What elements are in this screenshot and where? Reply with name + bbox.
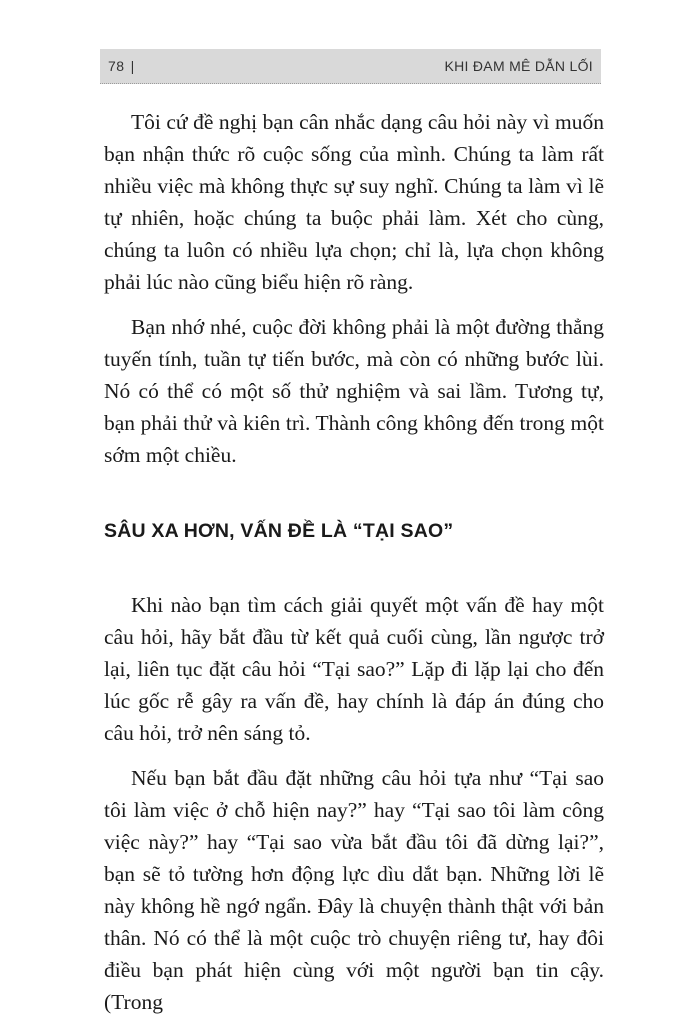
page-number	[108, 58, 135, 74]
paragraph: Bạn nhớ nhé, cuộc đời không phải là một đường thẳng tuyến tính, tuần tự tiến bước, mà còn có những bước lùi. Nó có thể có một số thử nghiệm và sai lầm. Tương tự, bạn phải thử và kiên trì. Thành công không đến trong một sớm một chiều.	[104, 315, 604, 467]
header-separator: |	[130, 58, 135, 74]
paragraph: Nếu bạn bắt đầu đặt những câu hỏi tựa như “Tại sao tôi làm việc ở chỗ hiện nay?” hay “Tại sao tôi làm công việc này?” hay “Tại sao vừa bắt đầu tôi đã dừng lại?”, bạn sẽ tỏ tường hơn động lực dìu dắt bạn. Những lời lẽ này không hề ngớ ngẩn. Đây là chuyện thành thật với bản thân. Nó có thể là một cuộc trò chuyện riêng tư, hay đôi điều bạn phát hiện cùng với một người bạn tin cậy. (Trong	[104, 766, 604, 1014]
running-header	[100, 49, 601, 84]
section-heading: SÂU XA HƠN, VẤN ĐỀ LÀ “TẠI SAO”	[104, 520, 454, 542]
paragraph: Khi nào bạn tìm cách giải quyết một vấn đề hay một câu hỏi, hãy bắt đầu từ kết quả cuối cùng, lần ngược trở lại, liên tục đặt câu hỏi “Tại sao?” Lặp đi lặp lại cho đến lúc gốc rễ gây ra vấn đề, hay chính là đáp án đúng cho câu hỏi, trở nên sáng tỏ.	[104, 593, 604, 745]
paragraph: Tôi cứ đề nghị bạn cân nhắc dạng câu hỏi này vì muốn bạn nhận thức rõ cuộc sống của mình. Chúng ta làm rất nhiều việc mà không thực sự suy nghĩ. Chúng ta làm vì lẽ tự nhiên, hoặc chúng ta buộc phải làm. Xét cho cùng, chúng ta luôn có nhiều lựa chọn; chỉ là, lựa chọn không phải lúc nào cũng biểu hiện rõ ràng.	[104, 110, 604, 294]
running-title: KHI ĐAM MÊ DẪN LỐI	[444, 58, 593, 74]
page-number-value: 78	[108, 58, 125, 74]
page-body	[104, 106, 604, 1031]
